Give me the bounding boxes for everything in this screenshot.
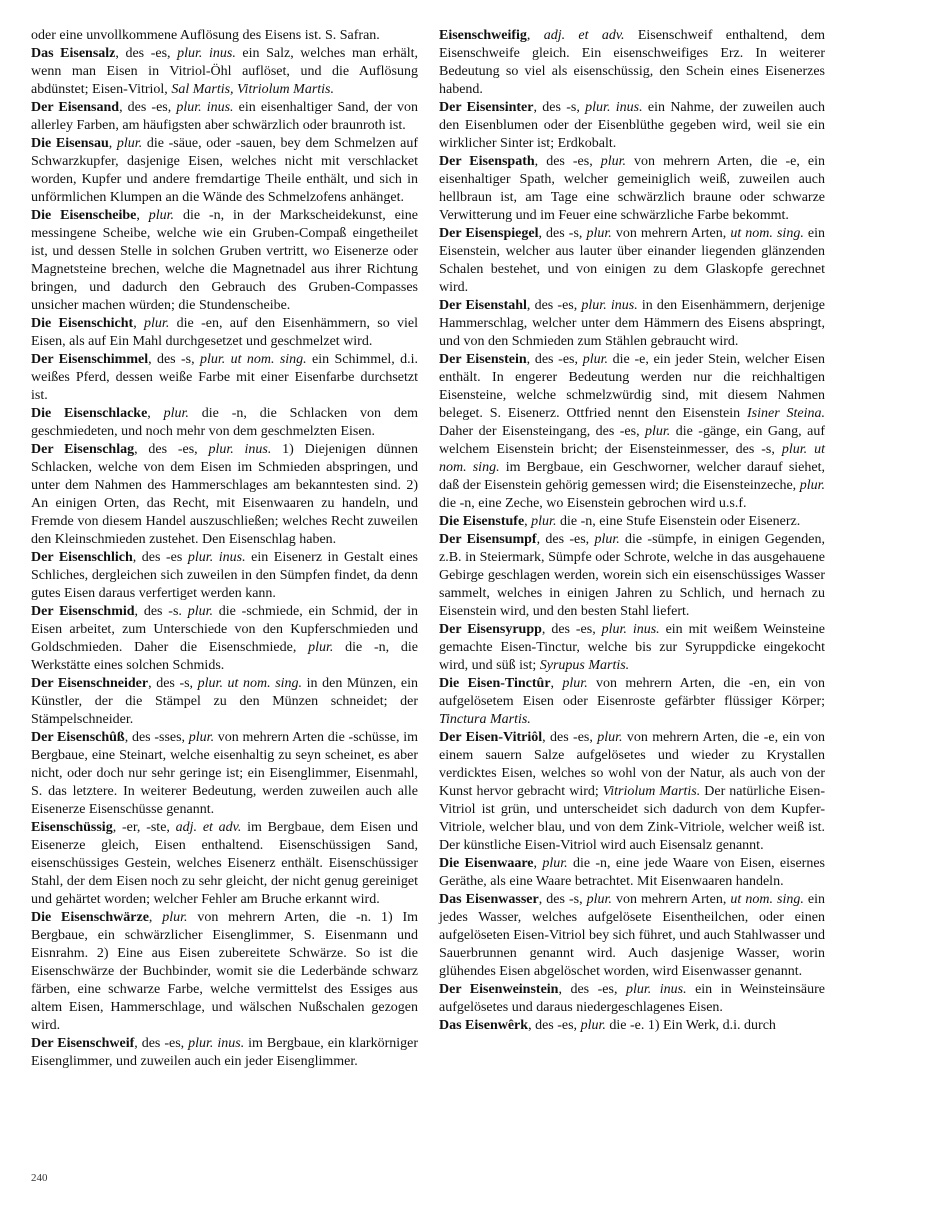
dictionary-entry <box>31 315 418 351</box>
dictionary-entry <box>439 99 825 153</box>
entry-text: oder eine unvollkommene Auflösung des Eisens ist. S. Safran. <box>31 28 380 43</box>
entry-text: ein Salz, welches man erhält, wenn man Eisen in Vitriol-Öhl auflöset, und die Auflösung abdünstet; Eisen-Vitriol, <box>31 46 418 97</box>
dictionary-entry <box>439 981 825 1017</box>
entry-text: die -e. 1) Ein Werk, d.i. durch <box>605 1018 776 1033</box>
entry-text: , des -es, <box>541 622 602 637</box>
dictionary-entry <box>31 909 418 1035</box>
entry-grammar-note: plur. inus. <box>188 1036 245 1051</box>
entry-grammar-note: Tinctura Martis. <box>439 712 531 727</box>
dictionary-entry <box>31 27 418 45</box>
entry-grammar-note: plur. ut nom. sing. <box>197 676 303 691</box>
entry-headword: Das Eisensalz <box>31 46 116 61</box>
entry-text: Der natürliche Eisen-Vitriol ist grün, und unterscheidet sich dadurch von dem Kupfer-Vitriole, welcher blau, und von dem Zink-Vitriole, welcher weiß ist. Der künstliche Eisen-Vitriol wird auch Eisensalz genannt. <box>439 784 825 853</box>
dictionary-entry <box>439 1017 825 1035</box>
entry-headword: Der Eisenspath <box>439 154 535 169</box>
entry-grammar-note: plur. inus. <box>581 298 638 313</box>
entry-grammar-note: plur. inus. <box>176 100 234 115</box>
dictionary-entry <box>31 603 418 675</box>
entry-grammar-note: plur. <box>531 514 557 529</box>
entry-text: ein Nahme, der zuweilen auch den Eisenblumen oder der Eisenblüthe gegeben wird, weil sie ein wirklicher Sinter ist; Erdkobalt. <box>439 100 825 151</box>
entry-grammar-note: plur. <box>562 676 588 691</box>
entry-grammar-note: plur. <box>116 136 143 151</box>
entry-text: von mehrern Arten, die -n. 1) Im Bergbaue, ein schwärzlicher Eisenglimmer, S. Eisenmann und Eisnrahm. 2) Eine aus Eisen zubereitete Schwärze. So ist die Eisenschwärze der Buchbinder, womit sie die Lederbände schwarz färben, eine schwarze Farbe, welche vermittelst des Essiges aus altem Eisen, Hammerschlage, und wälschen Nußschalen gezogen wird. <box>31 910 419 1033</box>
entry-text: von mehrern Arten, die -e, ein von einem sauern Salze aufgelösetes und wieder zu Krystallen verdicktes Eisen, welches so wohl von der Natur, als auch von der Kunst hervor gebracht wird; <box>439 730 825 799</box>
entry-text: die -en, auf den Eisenhämmern, so viel Eisen, als auf Ein Mahl durchgesetzet und geschmelzet wird. <box>31 316 419 349</box>
entry-headword: Der Eisenweinstein <box>439 982 559 997</box>
entry-headword: Die Eisenscheibe <box>31 208 137 223</box>
entry-headword: Die Eisenschicht <box>31 316 134 331</box>
entry-headword: Die Eisenschwärze <box>31 910 149 925</box>
entry-text: , <box>550 676 563 691</box>
entry-text: , des -es, <box>526 352 583 367</box>
entry-text: , des -s, <box>538 892 587 907</box>
dictionary-entry <box>439 891 825 981</box>
entry-text: von mehrern Arten, die -en, ein von aufgelösetem Eisen oder Eisenroste gefärbter flüssiger Körper; <box>439 676 825 709</box>
entry-text: , des -s, <box>148 676 198 691</box>
entry-text: die -n, eine Stufe Eisenstein oder Eisenerz. <box>556 514 801 529</box>
entry-grammar-note: ut nom. sing. <box>730 226 804 241</box>
entry-grammar-note: Isiner Steina. <box>747 406 825 421</box>
dictionary-entry <box>31 441 418 549</box>
entry-text: , des -es, <box>526 298 582 313</box>
entry-headword: Der Eisenspiegel <box>439 226 539 241</box>
entry-grammar-note: plur. <box>586 226 612 241</box>
dictionary-entry <box>439 729 825 855</box>
entry-grammar-note: plur. <box>188 730 215 745</box>
entry-text: ein jedes Wasser, welches aufgelösete Eisentheilchen, oder einen aufgelöseten Eisen-Vitriol bey sich führet, und auch Stahlwasser und Sauerbrunnen genannt wird. Auch dasjenige Wasser, worin glühendes Eisen abgelöschet worden, wird Eisenwasser genannt. <box>439 892 825 979</box>
entry-text: , des -s, <box>533 100 586 115</box>
entry-text: im Bergbaue, ein Geschworner, welcher darauf siehet, daß der Eisenstein gehörig gemessen wird; die Eisensteinzeche, <box>439 460 825 493</box>
entry-grammar-note: plur. <box>162 910 188 925</box>
entry-text: , <box>533 856 543 871</box>
entry-text: , des -es, <box>119 100 177 115</box>
dictionary-entry <box>31 207 418 315</box>
entry-headword: Der Eisenschneider <box>31 676 149 691</box>
entry-grammar-note: plur. <box>799 478 825 493</box>
entry-grammar-note: plur. inus. <box>177 46 236 61</box>
entry-headword: Eisenschweifig <box>439 28 527 43</box>
entry-text: die -n, eine Zeche, wo Eisenstein gebrochen wird u.s.f. <box>439 496 747 511</box>
entry-grammar-note: plur. <box>163 406 189 421</box>
entry-text: , des -es, <box>534 154 601 169</box>
entry-text: die -n, in der Markscheidekunst, eine messingene Scheibe, welche wie ein Gruben-Compaß eingetheilet ist, und dessen Stelle in solchen Gruben vertritt, wo Eisenerze oder Magnetsteine brechen, welche die Magnetnadel aus ihrer Richtung bringen, und dadurch den Gebrauch des Gruben-Compasses unsicher machen würden; die Stundenscheibe. <box>31 208 418 313</box>
dictionary-entry <box>31 549 418 603</box>
dictionary-entry <box>439 153 825 225</box>
entry-headword: Der Eisenschimmel <box>31 352 149 367</box>
entry-headword: Der Eisenschlag <box>31 442 135 457</box>
entry-grammar-note: plur. <box>597 730 623 745</box>
entry-grammar-note: plur. <box>645 424 671 439</box>
dictionary-entry <box>31 405 418 441</box>
entry-text: im Bergbaue, dem Eisen und Eisenerze gleich, Eisen enthaltend. Eisenschüssigen Sand, eisenschüssiges Gestein, welches Eisenerz enthält. Eisenschüssiger Stahl, der dem Eisen noch zu sehr gleicht, der nicht genug gereiniget und gehärtet worden; welcher Fehler am Bruche erkannt wird. <box>31 820 419 907</box>
entry-grammar-note: plur. <box>600 154 627 169</box>
entry-text: , <box>136 208 149 223</box>
dictionary-entry <box>31 729 418 819</box>
entry-text: die -n, die Schlacken von dem geschmiedeten, und noch mehr von dem geschmelzten Eisen. <box>31 406 418 439</box>
entry-headword: Der Eisensinter <box>439 100 534 115</box>
entry-text: ein Eisenstein, welcher aus lauter über einander liegenden glänzenden Schalen bestehet, und von einigen zu dem Glaskopfe gerechnet wird. <box>439 226 826 295</box>
entry-grammar-note: plur. <box>308 640 334 655</box>
dictionary-entry <box>439 675 825 729</box>
entry-text: , des -sses, <box>124 730 189 745</box>
entry-grammar-note: plur. inus. <box>187 550 246 565</box>
entry-text: , des -es, <box>134 442 209 457</box>
entry-text: , <box>108 136 117 151</box>
entry-headword: Der Eisen-Vitriôl <box>439 730 543 745</box>
entry-headword: Die Eisen-Tinctûr <box>439 676 551 691</box>
dictionary-entry <box>31 675 418 729</box>
entry-text: , des -es <box>132 550 188 565</box>
entry-headword: Das Eisenwêrk <box>439 1018 529 1033</box>
entry-headword: Die Eisenwaare <box>439 856 534 871</box>
dictionary-entry <box>439 27 825 99</box>
dictionary-entry <box>439 855 825 891</box>
entry-headword: Das Eisenwasser <box>439 892 539 907</box>
entry-grammar-note: plur. <box>542 856 568 871</box>
entry-text: ein in Weinsteinsäure aufgelösetes und daraus niedergeschlagenes Eisen. <box>439 982 825 1015</box>
entry-text: im Bergbaue, ein klarkörniger Eisenglimmer, und zuweilen auch ein jeder Eisenglimmer. <box>31 1036 418 1069</box>
entry-text: , <box>524 514 532 529</box>
entry-text: von mehrern Arten die -schüsse, im Bergbaue, eine Steinart, welche eisenhaltig zu seyn scheinet, es aber nicht, oder doch nur sehr geringe ist; ein Eisenglimmer, Eisenmahl, S. das letztere. In weiterer Bedeutung, werden zuweilen auch alle Eisenerze Eisenschüsse genannt. <box>31 730 418 817</box>
entry-text: , des -s, <box>148 352 200 367</box>
entry-text: , des -es, <box>134 1036 189 1051</box>
dictionary-entry <box>31 819 418 909</box>
dictionary-entry <box>31 45 418 99</box>
entry-headword: Der Eisensand <box>31 100 120 115</box>
entry-grammar-note: Syrupus Martis. <box>539 658 630 673</box>
entry-headword: Der Eisensyrupp <box>439 622 542 637</box>
dictionary-entry <box>439 351 825 513</box>
entry-text: Eisenschweif enthaltend, dem Eisenschweife gleich. Ein eisenschweifiges Erz. In weiterer Bedeutung so viel als eisenschüssig, den Schein eines Eisenerzes habend. <box>439 28 825 97</box>
dictionary-entry <box>31 135 418 207</box>
entry-text: , des -es, <box>115 46 178 61</box>
entry-text: von mehrern Arten, <box>611 226 731 241</box>
entry-grammar-note: plur. <box>144 316 170 331</box>
entry-headword: Eisenschüssig <box>31 820 113 835</box>
entry-headword: Der Eisenschmid <box>31 604 135 619</box>
entry-grammar-note: ut nom. sing. <box>730 892 804 907</box>
entry-grammar-note: plur. <box>586 892 612 907</box>
entry-text: ein eisenhaltiger Sand, der von allerley Farben, am häufigsten aber schwärzlich oder braunroth ist. <box>31 100 418 133</box>
entry-grammar-note: plur. inus. <box>625 982 687 997</box>
dictionary-entry <box>439 531 825 621</box>
entry-text: ein Schimmel, d.i. weißes Pferd, dessen weiße Farbe mit einer Eisenfarbe durchsetzt ist. <box>31 352 418 403</box>
entry-text: die -n, die Werkstätte eines solchen Schmids. <box>31 640 418 673</box>
entry-text: , des -es, <box>542 730 598 745</box>
entry-text: die -schmiede, ein Schmid, der in Eisen arbeitet, zum Unterschiede von den Kupferschmieden und Goldschmieden. Daher die Eisenschmiede, <box>31 604 418 655</box>
entry-text: in den Münzen, ein Künstler, der die Stämpel zu den Münzen schneidet; der Stämpelschneider. <box>31 676 419 727</box>
entry-headword: Der Eisenschûß <box>31 730 125 745</box>
entry-text: , des -es, <box>558 982 626 997</box>
entry-grammar-note: plur. ut nom. sing. <box>199 352 307 367</box>
entry-text: Daher der Eisensteingang, des -es, <box>439 424 646 439</box>
entry-headword: Der Eisenschlich <box>31 550 133 565</box>
entry-text: die -sümpfe, in einigen Gegenden, z.B. in Steiermark, Sümpfe oder Schrote, welche in das ausgehauene Gebirge geschlagen werden, worein sich ein eisenschüssiges Wasser sammelt, welches in einigen Jahren zu Schlich, und hernach zu Eisenstein wird, und den besten Stahl liefert. <box>439 532 825 619</box>
left-column <box>31 27 418 1071</box>
entry-text: die -n, eine jede Waare von Eisen, eisernes Geräthe, als eine Waare betrachtet. Mit Eisenwaaren handeln. <box>439 856 825 889</box>
entry-headword: Der Eisenstahl <box>439 298 527 313</box>
entry-grammar-note: Vitriolum Martis. <box>602 784 701 799</box>
entry-grammar-note: plur. inus. <box>208 442 272 457</box>
entry-grammar-note: plur. <box>594 532 620 547</box>
entry-text: 1) Diejenigen dünnen Schlacken, welche von dem Eisen im Schmieden abspringen, und unter dem Nahmen des Hammerschlages am bekanntesten sind. 2) An einigen Orten, das Recht, mit Eisenwaaren zu handeln, und Fremde von diesem Handel auszuschließen; welches Recht zuweilen den Kleinschmieden zustehet. Den Eisenschlag haben. <box>31 442 419 547</box>
entry-headword: Die Eisenstufe <box>439 514 525 529</box>
entry-text: , des -s. <box>134 604 188 619</box>
entry-text: die -säue, oder -sauen, bey dem Schmelzen auf Schwarzkupfer, dasjenige Eisen, welches nicht mit verschlacket worden, Kupfer und andere fremdartige Theile enthält, und sich in unförmlichen Klumpen an die Wände des Schmelzofens anhänget. <box>31 136 418 205</box>
entry-headword: Der Eisenstein <box>439 352 527 367</box>
dictionary-entry <box>439 513 825 531</box>
entry-headword: Der Eisensumpf <box>439 532 537 547</box>
right-column <box>439 27 825 1035</box>
dictionary-entry <box>31 99 418 135</box>
entry-text: , <box>148 910 163 925</box>
page-number: 240 <box>31 1172 48 1184</box>
entry-grammar-note: plur. inus. <box>601 622 660 637</box>
entry-grammar-note: plur. <box>148 208 175 223</box>
entry-text: die -gänge, ein Gang, auf welchem Eisenstein bricht; der Eisensteinmesser, des -s, <box>439 424 825 457</box>
entry-text: , des -es, <box>536 532 595 547</box>
entry-text: , -er, -ste, <box>112 820 176 835</box>
dictionary-entry <box>31 351 418 405</box>
dictionary-entry <box>31 1035 418 1071</box>
entry-grammar-note: adj. et adv. <box>543 28 625 43</box>
entry-grammar-note: Sal Martis, Vitriolum Martis. <box>171 82 335 97</box>
entry-text: , <box>147 406 164 421</box>
dictionary-entry <box>439 621 825 675</box>
entry-text: in den Eisenhämmern, derjenige Hammerschlag, welcher unter dem Hämmern des Eisens abspringt, und von den Schmieden zum Stählen gebraucht wird. <box>439 298 826 349</box>
entry-grammar-note: plur. ut nom. sing. <box>439 442 825 475</box>
entry-grammar-note: plur. inus. <box>585 100 643 115</box>
dictionary-entry <box>439 225 825 297</box>
entry-text: , des -s, <box>538 226 587 241</box>
entry-text: ein mit weißem Weinsteine gemachte Eisen-Tinctur, welche bis zur Syruppdicke eingekocht wird, und süß ist; <box>439 622 825 673</box>
entry-grammar-note: adj. et adv. <box>175 820 242 835</box>
entry-text: , <box>526 28 544 43</box>
entry-text: von mehrern Arten, die -e, ein eisenhaltiger Spath, welcher gemeiniglich weiß, zuweilen auch hellbraun ist, am Tage eine schwärzlich braune oder schwarze Verwitterung und im Feuer eine schwärzliche Farbe bekommt. <box>439 154 825 223</box>
entry-headword: Der Eisenschweif <box>31 1036 135 1051</box>
entry-grammar-note: plur. <box>580 1018 606 1033</box>
entry-text: , des -es, <box>528 1018 581 1033</box>
entry-headword: Die Eisensau <box>31 136 109 151</box>
entry-text: ein Eisenerz in Gestalt eines Schliches, dergleichen sich zuweilen in den Sümpfen findet, da denn gutes Eisen daraus verfertiget werden kann. <box>31 550 418 601</box>
entry-text: , <box>133 316 145 331</box>
entry-headword: Die Eisenschlacke <box>31 406 148 421</box>
dictionary-entry <box>439 297 825 351</box>
entry-grammar-note: plur. <box>582 352 608 367</box>
entry-text: von mehrern Arten, <box>611 892 731 907</box>
entry-grammar-note: plur. <box>187 604 213 619</box>
entry-text: die -e, ein jeder Stein, welcher Eisen enthält. In engerer Bedeutung werden nur die reichhaltigen Eisensteine, welche schmelzwürdig sind, mit diesem Nahmen beleget. S. Eisenerz. Ottfried nennt den Eisenstein <box>439 352 825 421</box>
